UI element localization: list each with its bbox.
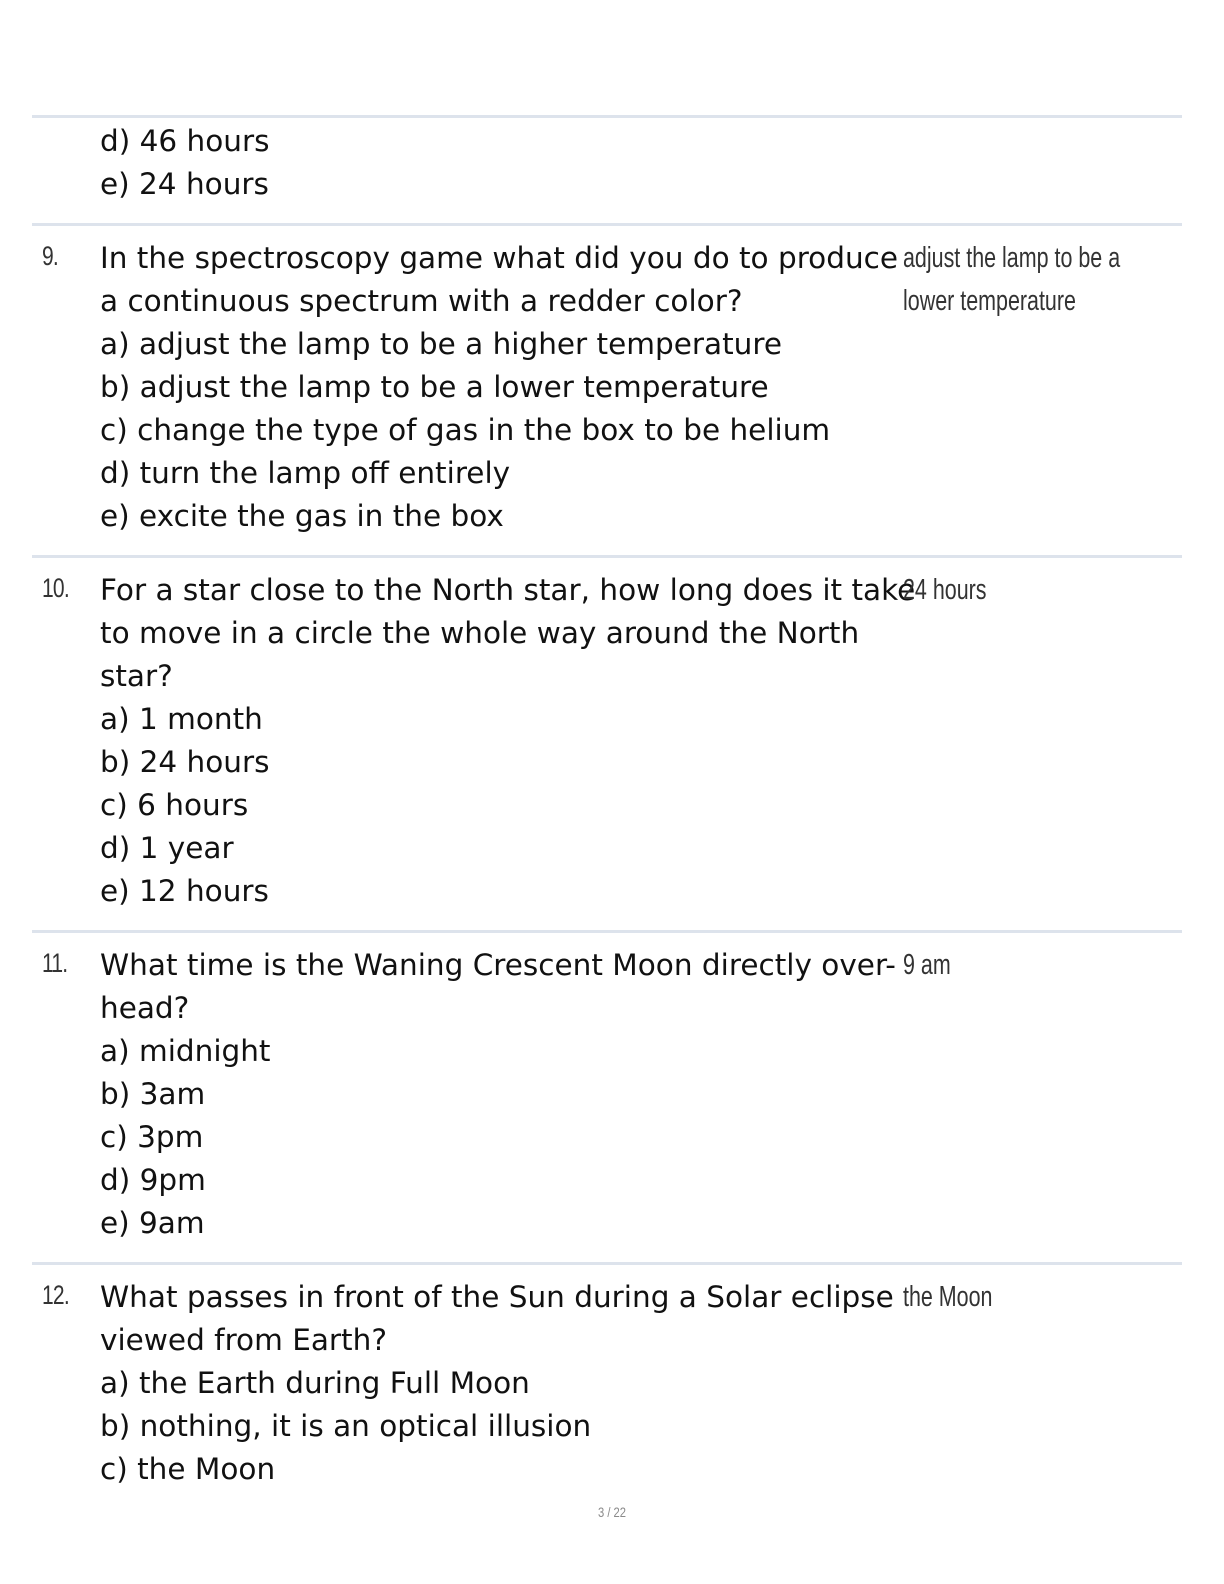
question-text: head? [100, 991, 190, 1025]
page-indicator: 3 / 22 [597, 1504, 627, 1520]
option: a) midnight [100, 1034, 271, 1068]
question-number: 11. [42, 948, 68, 978]
option: e) 24 hours [100, 167, 269, 201]
question-text: viewed from Earth? [100, 1323, 387, 1357]
divider [32, 930, 1182, 933]
option: c) change the type of gas in the box to be helium [100, 413, 831, 447]
option: a) adjust the lamp to be a higher temperature [100, 327, 782, 361]
answer-text: the Moon [903, 1281, 993, 1313]
option: c) 3pm [100, 1120, 204, 1154]
question-body [100, 237, 899, 538]
question-body [100, 944, 896, 1245]
handwritten-answer [903, 237, 1120, 323]
handwritten-answer [903, 569, 987, 612]
handwritten-answer [903, 1276, 992, 1319]
question-number: 12. [42, 1280, 69, 1310]
option: d) turn the lamp off entirely [100, 456, 511, 490]
answer-text: lower temperature [903, 285, 1076, 317]
answer-text: adjust the lamp to be a [903, 242, 1121, 274]
handwritten-answer [903, 944, 951, 987]
option: a) the Earth during Full Moon [100, 1366, 530, 1400]
answer-text: 9 am [903, 949, 951, 981]
option: e) 12 hours [100, 874, 269, 908]
divider [32, 555, 1182, 558]
option: e) 9am [100, 1206, 205, 1240]
question-text: What time is the Waning Crescent Moon directly over- [100, 948, 896, 982]
option: c) the Moon [100, 1452, 276, 1486]
option: a) 1 month [100, 702, 263, 736]
question-text: For a star close to the North star, how long does it take [100, 573, 916, 607]
divider [32, 1262, 1182, 1265]
divider [32, 115, 1182, 118]
question-text: What passes in front of the Sun during a Solar eclipse [100, 1280, 894, 1314]
option: d) 46 hours [100, 124, 270, 158]
question-body [100, 569, 916, 913]
question-text: a continuous spectrum with a redder color? [100, 284, 743, 318]
question-text: to move in a circle the whole way around the North [100, 616, 860, 650]
option: b) 3am [100, 1077, 206, 1111]
option: b) adjust the lamp to be a lower temperature [100, 370, 769, 404]
question-body [100, 1276, 896, 1491]
option: e) excite the gas in the box [100, 499, 504, 533]
divider [32, 223, 1182, 226]
option: d) 1 year [100, 831, 234, 865]
question-text: In the spectroscopy game what did you do to produce [100, 241, 899, 275]
question-number: 9. [42, 241, 59, 271]
options-list [100, 120, 896, 206]
option: b) 24 hours [100, 745, 270, 779]
answer-text: 24 hours [903, 574, 987, 606]
question-text: star? [100, 659, 173, 693]
option: b) nothing, it is an optical illusion [100, 1409, 592, 1443]
option: c) 6 hours [100, 788, 249, 822]
question-number: 10. [42, 573, 69, 603]
option: d) 9pm [100, 1163, 206, 1197]
